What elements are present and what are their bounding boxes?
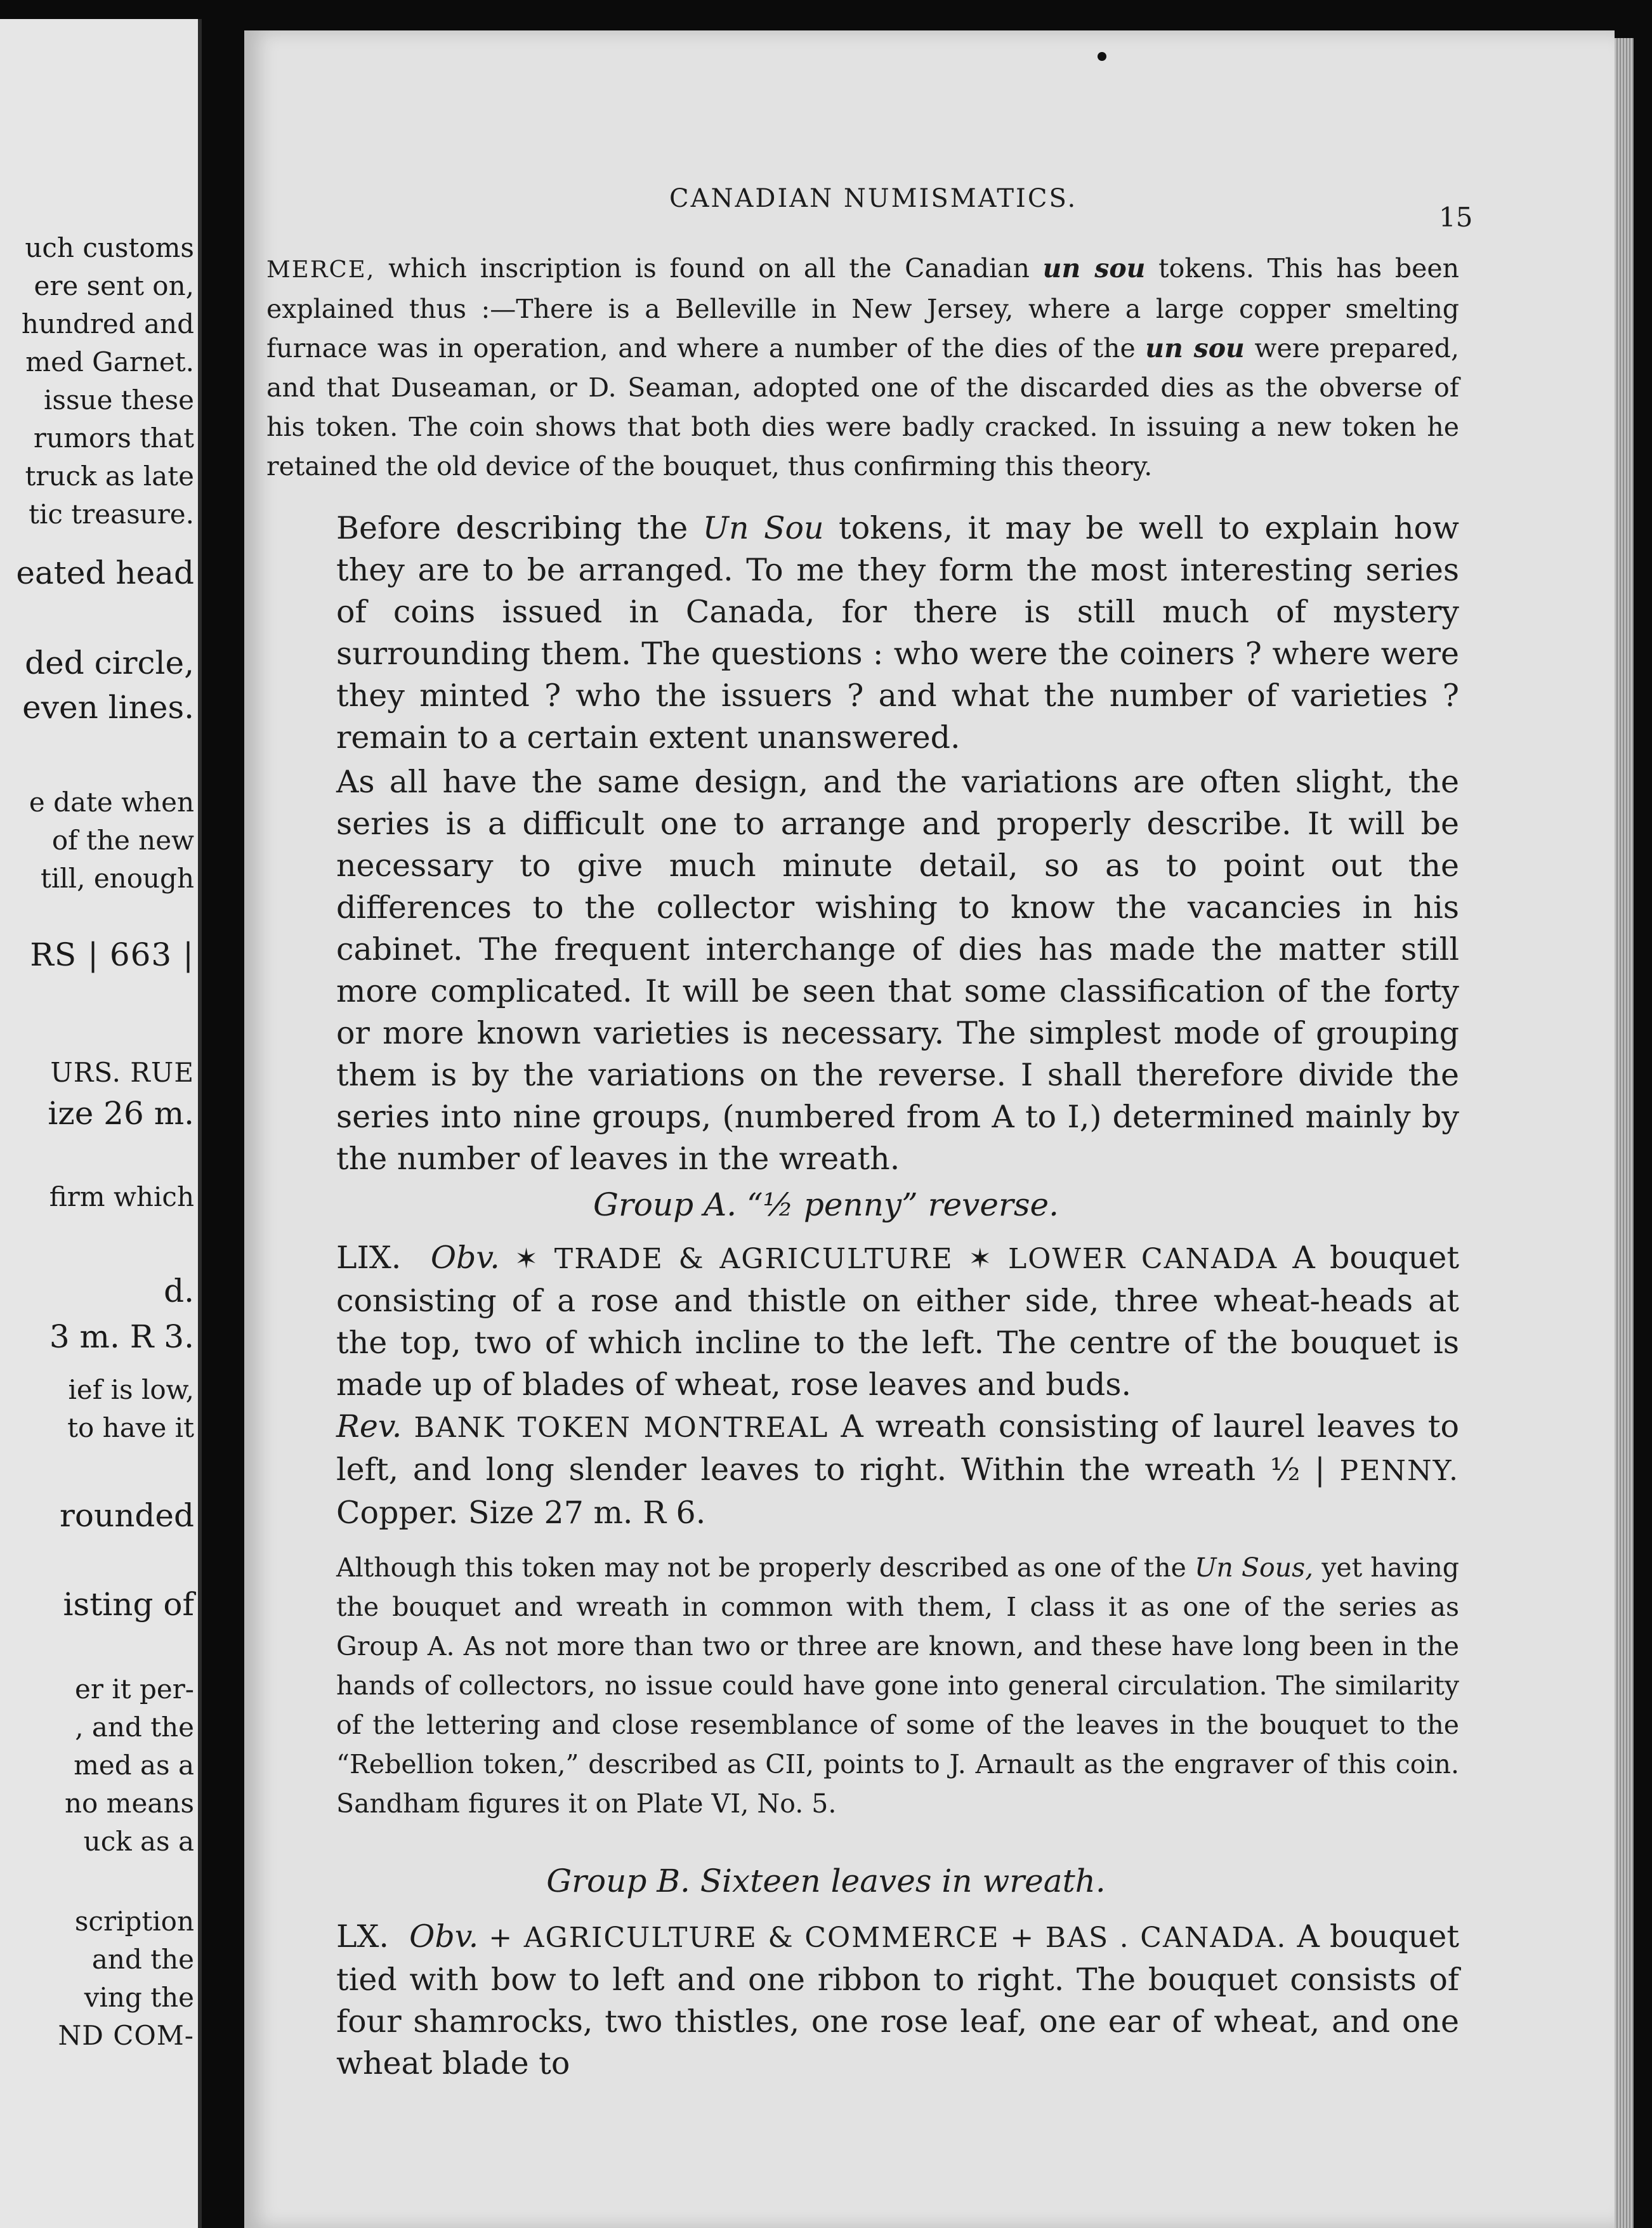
left-page-line: issue these — [44, 384, 194, 416]
left-page-line: hundred and — [21, 308, 194, 339]
left-page-line: ere sent on, — [34, 270, 194, 301]
left-page-line: till, enough — [40, 863, 194, 894]
note-group-a — [266, 1548, 1459, 1823]
left-page-line: rumors that — [33, 423, 194, 454]
left-page-line: URS. RUE — [50, 1057, 194, 1088]
page-edge — [1615, 38, 1634, 2228]
reverse-legend: BANK TOKEN MONTREAL — [414, 1412, 829, 1444]
left-page-line: uch customs — [25, 232, 194, 263]
left-page-line: ded circle, — [25, 645, 194, 681]
italic-term: un sou — [1145, 333, 1245, 364]
left-page-line: med as a — [74, 1750, 194, 1781]
left-page-line: tic treasure. — [29, 499, 194, 530]
text-run: tokens. This has been explained thus :—There is a Belleville in New Jersey, where a large copper smelting furnace was in operation, and where a number of the dies of the — [266, 253, 1460, 364]
paragraph-continuation — [266, 249, 1459, 486]
left-page-line: isting of — [63, 1586, 194, 1623]
italic-term: Un Sou — [702, 510, 824, 546]
left-page-line: scription — [74, 1906, 194, 1937]
left-page-line: eated head — [16, 554, 194, 591]
left-page-line: RS | 663 | — [30, 936, 194, 973]
obverse-description: A bouquet tied with bow to left and one ribbon to right. The bouquet consists of four shamrocks, two thistles, one rose leaf, one ear of wheat, and one wheat blade to — [336, 1918, 1460, 2081]
left-page-line: ief is low, — [68, 1374, 194, 1405]
left-page-line: to have it — [67, 1412, 194, 1443]
obverse-label: Obv. — [430, 1240, 500, 1276]
left-page-line: even lines. — [22, 689, 194, 726]
left-page-line: med Garnet. — [25, 346, 194, 377]
paragraph-arrangement — [266, 508, 1459, 759]
left-page-line: truck as late — [25, 461, 194, 492]
group-b-heading: Group B. Sixteen leaves in wreath. — [546, 1863, 1106, 1899]
reverse-legend-penny: PENNY. — [1339, 1455, 1459, 1487]
running-title: CANADIAN NUMISMATICS. — [669, 184, 1078, 213]
group-a-heading: Group A. “½ penny” reverse. — [593, 1186, 1059, 1223]
left-page-line: ving the — [84, 1982, 194, 2013]
left-page-line: 3 m. R 3. — [49, 1318, 194, 1355]
text-run: tokens, it may be well to explain how they are to be arranged. To me they form the most interesting series of coins issued in Canada, for there is still much of mystery surrounding them. The questions : who were the coiners ? where were they minted ? who the issuers ? and what the number of varieties ? remain to a certain extent unanswered. — [336, 510, 1459, 756]
reverse-description: A wreath consisting of laurel leaves to left, and long slender leaves to right. Within the wreath ½ | — [336, 1408, 1459, 1488]
italic-term: un sou — [1042, 253, 1146, 284]
text-run: Although this token may not be properly described as one of the — [336, 1552, 1195, 1583]
reverse-label: Rev. — [336, 1408, 402, 1445]
left-page-line: of the new — [51, 825, 194, 856]
reverse-description-end: Copper. Size 27 m. R 6. — [336, 1495, 706, 1531]
small-caps-word: MERCE, — [266, 256, 376, 283]
text-run: which inscription is found on all the Canadian — [375, 253, 1043, 284]
obverse-legend: ✶ TRADE & AGRICULTURE ✶ LOWER CANADA — [515, 1243, 1278, 1275]
text-run: yet having the bouquet and wreath in common with them, I class it as one of the series as Group A. As not more than two or three are known, and these have long been in the hands of collectors, no issue could have gone into general circulation. The similarity of the lettering and close resemblance of some of the leaves in the bouquet to the “Rebellion token,” described as CII, points to J. Arnault as the engraver of this coin. Sandham figures it on Plate VI, No. 5. — [336, 1552, 1459, 1819]
ink-dot — [1098, 52, 1106, 61]
left-page-line: , and the — [75, 1712, 194, 1743]
obverse-legend: + AGRICULTURE & COMMERCE + BAS . CANADA. — [488, 1922, 1287, 1954]
text-run: Before describing the — [336, 510, 703, 546]
obverse-description: A bouquet consisting of a rose and thistle on either side, three wheat-heads at the top, two of which incline to the left. The centre of the bouquet is made up of blades of wheat, rose leaves and buds. — [336, 1240, 1460, 1403]
italic-term: Un Sous, — [1194, 1552, 1314, 1583]
paragraph-grouping — [266, 761, 1459, 1180]
left-page-line: firm which — [49, 1181, 194, 1212]
left-page-line: e date when — [29, 787, 194, 818]
left-page-line: rounded — [59, 1497, 194, 1534]
left-page-line: er it per- — [75, 1674, 194, 1705]
left-page-line: d. — [164, 1273, 194, 1309]
left-page-line: no means — [64, 1788, 194, 1819]
left-page-line: ND COM- — [58, 2020, 194, 2051]
text-run: were prepared, and that Duseaman, or D. Seaman, adopted one of the discarded dies as the obverse of his token. The coin shows that both dies were badly cracked. In issuing a new token he retained the old device of the bouquet, thus confirming this theory. — [266, 333, 1459, 482]
left-page-line: and the — [91, 1944, 194, 1975]
page-number: 15 — [1439, 202, 1473, 233]
entry-lx — [266, 1916, 1459, 2085]
entry-number: LIX. — [336, 1240, 402, 1276]
entry-number: LX. — [336, 1918, 389, 1955]
left-page-line: ize 26 m. — [48, 1095, 194, 1132]
paragraph-text: As all have the same design, and the variations are often slight, the series is a difficult one to arrange and properly describe. It will be necessary to give much minute detail, so as to point out the differences to the collector wishing to know the vacancies in his cabinet. The frequent interchange of dies has made the matter still more complicated. It will be seen that some classification of the forty or more known varieties is necessary. The simplest mode of grouping them is by the variations on the reverse. I shall therefore divide the series into nine groups, (numbered from A to I,) determined mainly by the number of leaves in the wreath. — [336, 764, 1459, 1177]
obverse-label: Obv. — [409, 1918, 479, 1955]
left-page-line: uck as a — [83, 1826, 194, 1857]
entry-lix — [266, 1237, 1459, 1534]
